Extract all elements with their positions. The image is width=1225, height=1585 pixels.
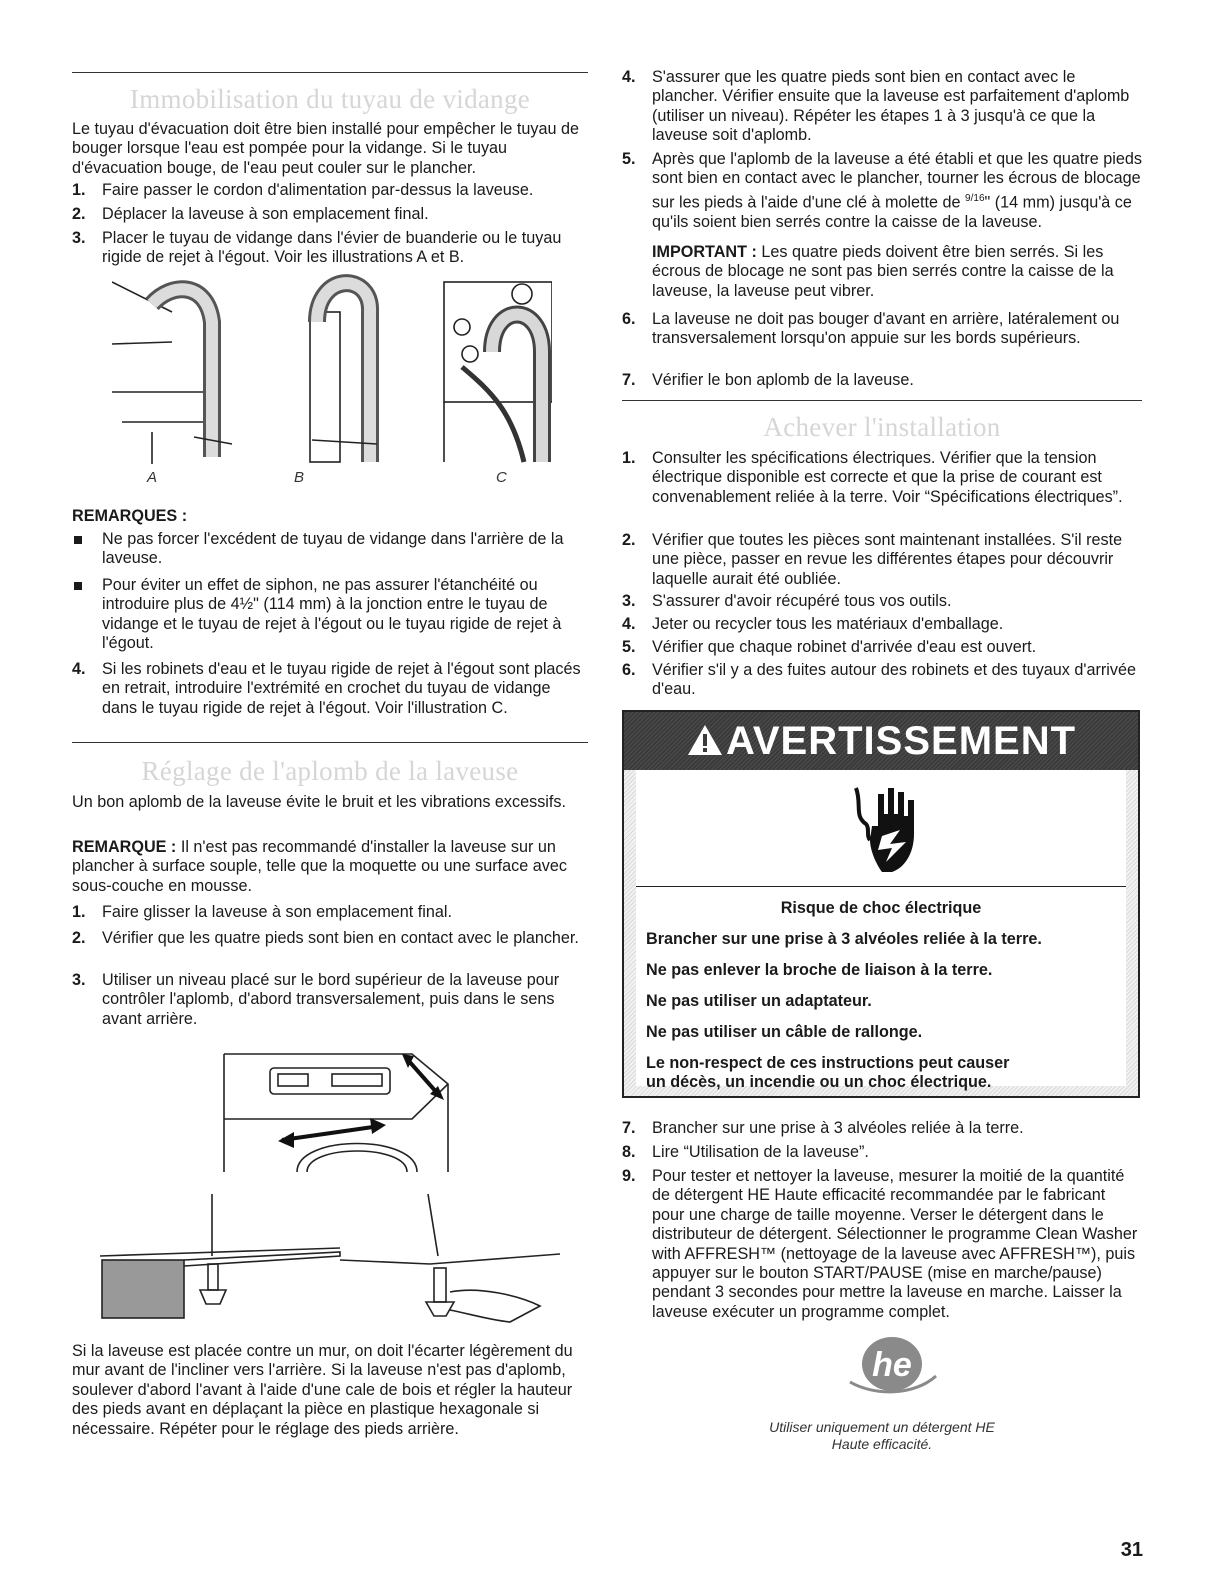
figure-label-a: A [147,469,158,486]
list-item: 4. S'assurer que les quatre pieds sont bien en contact avec le plancher. Vérifier ensuite que la laveuse est parfaitement d'aplomb (utiliser un niveau). Répéter les étapes 1 à 3 jusqu'à ce que la laveuse soit d'aplomb. [622,68,1130,145]
drain-hose-illustrations [112,272,552,464]
warning-box [622,710,1140,1098]
warning-title: AVERTISSEMENT [725,719,1077,763]
he-logo-icon [844,1336,940,1400]
list-item: 2. Déplacer la laveuse à son emplacement final. [72,205,429,223]
list-item: 2. Vérifier que les quatre pieds sont bien en contact avec le plancher. [72,929,579,947]
list-item: 9. Pour tester et nettoyer la laveuse, mesurer la moitié de la quantité de détergent HE Haute efficacité recommandée par le fabricant pour une charge de taille moyenne. Verser le détergent dans le distributeur de détergent. Sélectionner le programme Clean Washer with AFFRESH™ (nettoyage de la laveuse avec AFFRESH™), puis appuyer sur le bouton START/PAUSE (mise en marche/pause) pendant 3 secondes pour mettre la laveuse en marche. Laisser la laveuse exécuter un programme complet. [622,1167,1138,1321]
warning-line: Ne pas utiliser un câble de rallonge. [646,1023,923,1041]
list-item: 3. Placer le tuyau de vidange dans l'évier de buanderie ou le tuyau rigide de rejet à l'égout. Voir les illustrations A et B. [72,229,562,267]
he-caption-line-2: Haute efficacité. [831,1436,933,1452]
remarks-label: REMARQUES : [72,507,188,525]
warning-line: Ne pas utiliser un adaptateur. [646,992,872,1010]
warning-body [636,887,1126,1091]
figure-label-b: B [294,469,305,486]
list-item: 5. Après que l'aplomb de la laveuse a été établi et que les quatre pieds sont bien en contact avec le plancher, tourner les écrous de blocage sur les pieds à l'aide d'une clé à molette de $^{9/16}$" (14 mm) jusqu'à ce qu'ils soient bien serrés contre la caisse de la laveuse. [622,150,1142,231]
washer-level-illustration [212,1044,452,1174]
leveling-remark: REMARQUE : Il n'est pas recommandé d'installer la laveuse sur un plancher à surface souple, telle que la moquette ou une surface avec sous-couche en mousse. [72,838,567,895]
list-item: Pour éviter un effet de siphon, ne pas assurer l'étanchéité ou introduire plus de 4½" (114 mm) à la jonction entre le tuyau de vidange et le tuyau de rejet à l'égout ou le tuyau rigide de rejet à l'égout. [72,576,588,654]
section-heading-leveling: Réglage de l'aplomb de la laveuse [72,756,588,786]
warning-hazard: Risque de choc électrique [780,899,982,917]
list-item: 1. Faire glisser la laveuse à son emplacement final. [72,903,452,921]
warning-line: Brancher sur une prise à 3 alvéoles reliée à la terre. [646,930,1042,948]
he-caption-line-1: Utiliser uniquement un détergent HE [769,1419,995,1435]
list-item: 6. La laveuse ne doit pas bouger d'avant en arrière, latéralement ou transversalement lorsqu'on appuie sur les bords supérieurs. [622,310,1120,348]
electric-shock-hand-icon [848,784,928,876]
foot-adjust-illustration [100,1186,560,1326]
list-item: 2. Vérifier que toutes les pièces sont maintenant installées. S'il reste une pièce, passer en revue les différentes étapes pour découvrir laquelle aurait été oubliée. [622,531,1123,588]
warning-consequence: Le non-respect de ces instructions peut causer [646,1054,1010,1072]
he-logo-text: he [872,1346,912,1384]
bullet-marker [74,582,82,590]
section-heading-drain-hose: Immobilisation du tuyau de vidange [72,84,588,114]
list-item: Ne pas forcer l'excédent de tuyau de vidange dans l'arrière de la laveuse. [72,530,588,569]
list-item: 7. Vérifier le bon aplomb de la laveuse. [622,371,914,389]
list-item: 5. Vérifier que chaque robinet d'arrivée d'eau est ouvert. [622,638,1037,656]
section-divider [72,742,588,743]
page-number: 31 [1120,1539,1143,1561]
list-item: 8. Lire “Utilisation de la laveuse”. [622,1143,869,1161]
warning-header [624,712,1138,770]
illustration-a [112,282,232,464]
illustration-c [444,282,552,462]
list-item: 3. S'assurer d'avoir récupéré tous vos outils. [622,592,952,610]
warning-consequence: un décès, un incendie ou un choc électrique. [646,1073,992,1091]
illustration-b [310,283,377,462]
drain-hose-intro: Le tuyau d'évacuation doit être bien installé pour empêcher le tuyau de bouger lorsque l'eau est pompée pour la vidange. Si le tuyau d'évacuation bouge, de l'eau peut couler sur le plancher. [72,120,580,177]
list-item: 3. Utiliser un niveau placé sur le bord supérieur de la laveuse pour contrôler l'aplomb, d'abord transversalement, puis dans le sens avant arrière. [72,971,560,1028]
list-item: 6. Vérifier s'il y a des fuites autour des robinets et des tuyaux d'arrivée d'eau. [622,661,1136,699]
list-item: 1. Faire passer le cordon d'alimentation par-dessus la laveuse. [72,181,534,199]
warning-line: Ne pas enlever la broche de liaison à la terre. [646,961,993,979]
leveling-intro: Un bon aplomb de la laveuse évite le bruit et les vibrations excessifs. [72,793,566,811]
section-heading-complete-install: Achever l'installation [622,412,1142,442]
figure-label-c: C [496,469,507,486]
bullet-marker [74,536,82,544]
list-item: 1. Consulter les spécifications électriques. Vérifier que la tension électrique disponible est correcte et que la prise de courant est convenablement reliée à la terre. Voir “Spécifications électriques”. [622,449,1123,506]
list-item: 4. Jeter ou recycler tous les matériaux d'emballage. [622,615,1004,633]
list-item: 4. Si les robinets d'eau et le tuyau rigide de rejet à l'égout sont placés en retrait, introduire l'extrémité en crochet du tuyau de vidange dans le tuyau rigide de rejet à l'égout. Voir l'illustration C. [72,660,581,717]
warning-triangle-icon [686,723,724,757]
warning-icon-area [636,770,1126,887]
list-item: 7. Brancher sur une prise à 3 alvéoles reliée à la terre. [622,1119,1024,1137]
important-note: IMPORTANT : Les quatre pieds doivent être bien serrés. Si les écrous de blocage ne sont pas bien serrés contre la caisse de la laveuse, la laveuse peut vibrer. [652,243,1114,300]
section-divider [622,400,1142,401]
section-divider [72,72,588,73]
wall-note: Si la laveuse est placée contre un mur, on doit l'écarter légèrement du mur avant de l'incliner vers l'arrière. Si la laveuse n'est pas d'aplomb, soulever d'abord l'avant à l'aide d'une cale de bois et régler la hauteur des pieds avant en déplaçant la pièce en plastique hexagonale si nécessaire. Répéter pour le réglage des pieds arrière. [72,1342,573,1438]
